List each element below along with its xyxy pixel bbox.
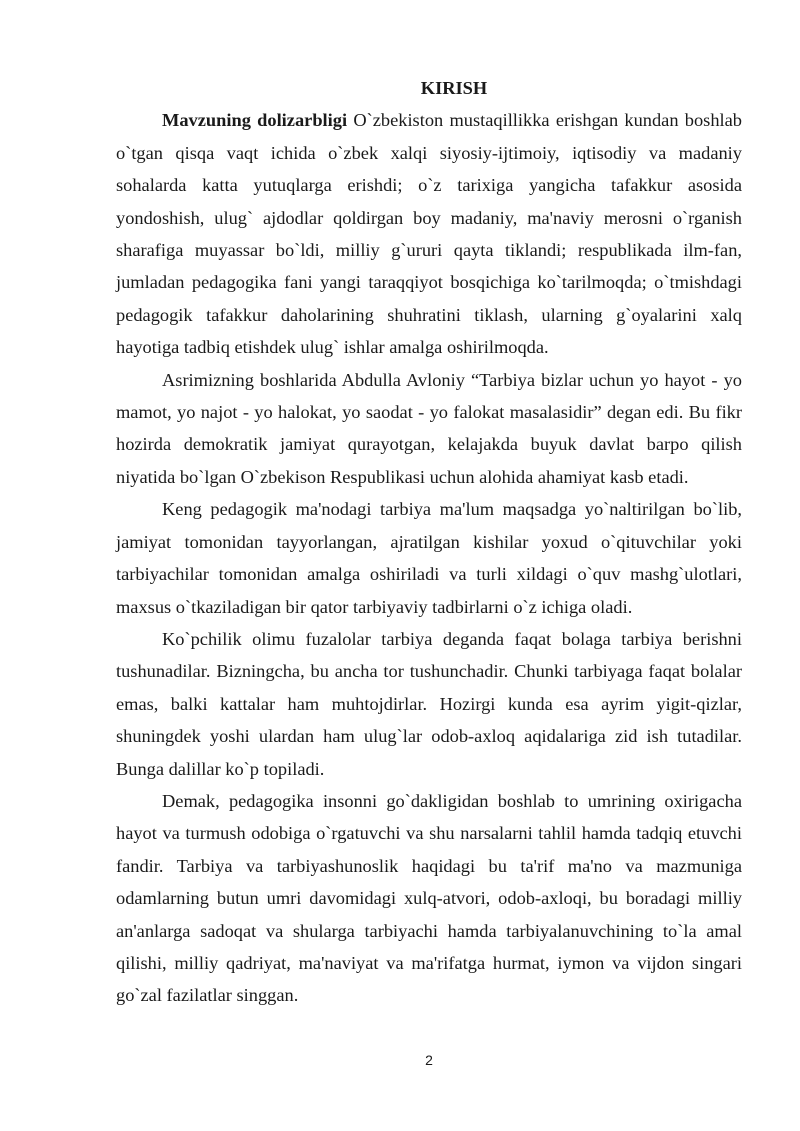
paragraph-broad-upbringing: Keng pedagogik ma'nodagi tarbiya ma'lum maqsadga yo`naltirilgan bo`lib, jamiyat tomonidan tayyorlangan, ajratilgan kishilar yoxud o`qituvchilar yoki tarbiyachilar tomonidan amalga oshiriladi va turli xildagi o`quv mashg`ulotlari, maxsus o`tkaziladigan bir qator tarbiyaviy tadbirlarni o`z ichiga oladi. [116, 499, 742, 617]
paragraph-scholars-view: Ko`pchilik olimu fuzalolar tarbiya deganda faqat bolaga tarbiya berishni tushunadilar. Bizningcha, bu ancha tor tushunchadir. Chunki tarbiyaga faqat bolalar emas, balki kattalar ham muhtojdirlar. Hozirgi kunda esa ayrim yigit-qizlar, shuningdek yoshi ulardan ham ulug`lar odob-axloq aqidalariga zid ish tutadilar. Bunga dalillar ko`p topiladi. [116, 628, 742, 779]
paragraph-pedagogy-definition: Demak, pedagogika insonni go`dakligidan boshlab to umrining oxirigacha hayot va turmush odobiga o`rgatuvchi va shu narsalarni tahlil hamda tadqiq etuvchi fandir. Tarbiya va tarbiyashunoslik haqidagi bu ta'rif ma'no va mazmuniga odamlarning butun umri davomidagi xulq-atvori, odob-axloqi, bu boradagi milliy an'anlarga sadoqat va shularga tarbiyachi hamda tarbiyalanuvchining to`la amal qilishi, milliy qadriyat, ma'naviyat va ma'rifatga hurmat, iymon va vijdon singari go`zal fazilatlar singgan. [116, 790, 742, 1006]
paragraph-text: O`zbekiston mustaqillikka erishgan kundan boshlab o`tgan qisqa vaqt ichida o`zbek xalqi siyosiy-ijtimoiy, iqtisodiy va madaniy sohalarda katta yutuqlarga erishdi; o`z tarixiga yangicha tafakkur asosida yondoshish, ulug` ajdodlar qoldirgan boy madaniy, ma'naviy merosni o`rganish sharafiga muyassar bo`ldi, milliy g`ururi qayta tiklandi; respublikada ilm-fan, jumladan pedagogika fani yangi taraqqiyot bosqichiga ko`tarilmoqda; o`tmishdagi pedagogik tafakkur daholarining shuhratini tiklash, ularning g`oyalarini xalq hayotiga tadbiq etishdek ulug` ishlar amalga oshirilmoqda. [116, 110, 742, 358]
paragraph-relevance [116, 104, 742, 363]
page-number: 2 [425, 1052, 433, 1068]
page-content [116, 72, 742, 1012]
paragraph-avloniy-quote: Asrimizning boshlarida Abdulla Avloniy “Tarbiya bizlar uchun yo hayot - yo mamot, yo najot - yo halokat, yo saodat - yo falokat masalasidir” degan edi. Bu fikr hozirda demokratik jamiyat qurayotgan, kelajakda buyuk davlat barpo qilish niyatida bo`lgan O`zbekison Respublikasi uchun alohida ahamiyat kasb etadi. [116, 369, 742, 487]
page-title: KIRISH [420, 78, 488, 98]
paragraph-lead: Mavzuning dolizarbligi [162, 110, 348, 131]
